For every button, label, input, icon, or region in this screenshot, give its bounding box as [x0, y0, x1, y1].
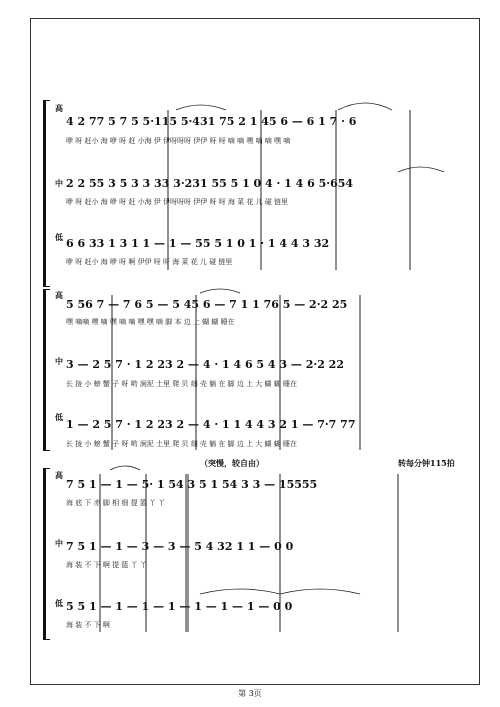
lyric-row: 咿 呀 赶小 海 咿 呀 赶 小海 伊 伊呀呀呀 伊伊 呀 呀 海 菜 花 儿 碰 链里 — [66, 198, 289, 206]
lyric-row: 海 底 下 赤 脚 相 细 提 篮 丫 丫 — [66, 499, 166, 507]
part-label-middle: 中 — [55, 356, 63, 366]
notation-row: 2 2 55 3 5 3 3 33 3·231 55 5 1 0 4 · 1 4 6 5·654 — [66, 177, 354, 190]
lyric-row: 咿 呀 赶小 海 咿 呀 啊 伊伊 呀 呀 海 菜 花 儿 碰 链里 — [66, 258, 233, 266]
lyric-row: 嘿 嘀嘀 嘿 嘀 嘿 嘀 嘀 嘿 嘿 嘀 脚 本 边 上 蝴 蝴 睡在 — [66, 318, 235, 326]
lyric-row: 海 装 不 下 啊 提 篮 丫 丫 — [66, 561, 147, 569]
lyric-row: 海 装 不 下 啊 — [66, 621, 110, 629]
part-label-middle: 中 — [55, 178, 63, 188]
part-label-high: 高 — [55, 290, 63, 300]
part-label-low: 低 — [55, 412, 63, 422]
notation-row: 6 6 33 1 3 1 1 — 1 — 55 5 1 0 1 · 1 4 4 3 32 — [66, 237, 330, 250]
part-label-middle: 中 — [55, 538, 63, 548]
lyric-row: 长 拢 小 螃 蟹 子 呀 哟 涧泥 土里 爬 贝 细 壳 躺 在 脚 边 上 大 蝴 蝴 睡在 — [66, 380, 297, 388]
lyric-row: 咿 呀 赶小 海 咿 呀 赶 小海 伊 伊呀呀呀 伊伊 呀 呀 嘀 嘀 嘿 嘀 嘀 嘿 嘀 — [66, 137, 291, 145]
notation-row: 5 56 7 — 7 6 5 — 5 45 6 — 7 1 1 76 5 — 2·2 25 — [66, 298, 348, 311]
notation-row: 3 — 2 5 7 · 1 2 23 2 — 4 · 1 4 6 5 4 3 — 2·2 22 — [66, 358, 344, 371]
page-number: 第 3页 — [238, 689, 262, 698]
tempo-change: 转每分钟115拍 — [398, 458, 455, 468]
notation-row: 7 5 1 — 1 — 3 — 3 — 5 4 32 1 1 — 0 0 — [66, 540, 294, 553]
notation-row: 1 — 2 5 7 · 1 2 23 2 — 4 · 1 1 4 4 3 2 1 — 7·7 77 — [66, 418, 356, 431]
notation-row: 4 2 77 5 7 5 5·115 5·431 75 2 1 45 6 — 6 1 7 · 6 — [66, 115, 357, 128]
part-label-high: 高 — [55, 470, 63, 480]
part-label-high: 高 — [55, 103, 63, 113]
notation-row: 5 5 1 — 1 — 1 — 1 — 1 — 1 — 1 — 0 0 — [66, 600, 293, 613]
lyric-row: 长 拢 小 螃 蟹 子 呀 哟 涧泥 土里 爬 贝 细 壳 躺 在 脚 边 上 大 蝴 蝴 睡在 — [66, 440, 297, 448]
part-label-low: 低 — [55, 232, 63, 242]
tempo-note: （突慢，较自由） — [200, 458, 264, 468]
part-label-low: 低 — [55, 598, 63, 608]
notation-row: 7 5 1 — 1 — 5· 1 54 3 5 1 54 3 3 — 15555 — [66, 478, 318, 491]
